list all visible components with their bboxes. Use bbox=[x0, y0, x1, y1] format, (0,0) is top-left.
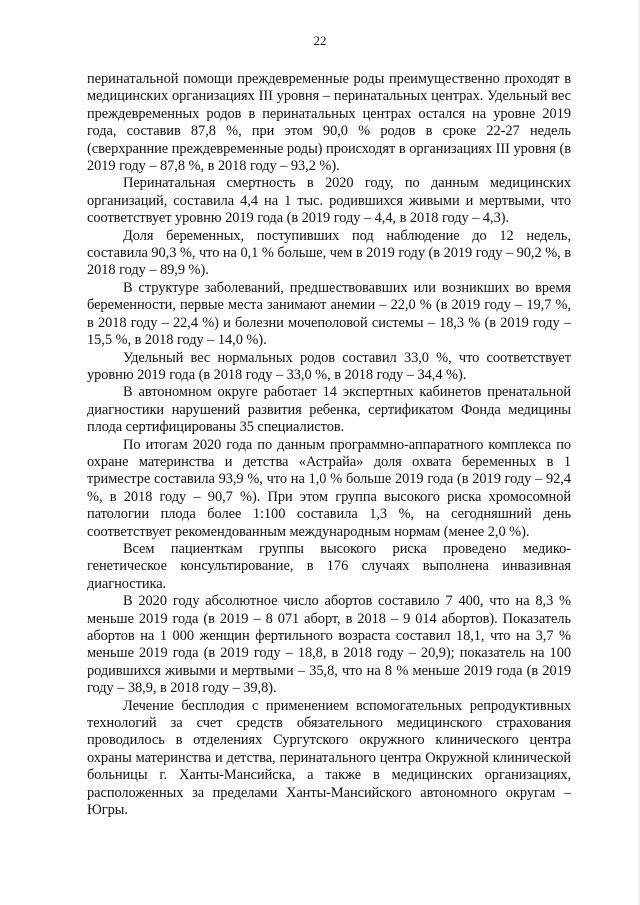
paragraph-early-registration: Доля беременных, поступивших под наблюдение до 12 недель, составила 90,3 %, что на 0,1 % больше, чем в 2019 году (в 2019 году – 90,2 %, в 2018 году – 89,9 %). bbox=[87, 227, 571, 279]
paragraph-infertility-treatment: Лечение бесплодия с применением вспомогательных репродуктивных технологий за счет средств обязательного медицинского страхования проводилось в отделениях Сургутского окружного клинического центра охраны материнства и детства, перинатального центра Окружной клинической больницы г. Ханты-Мансийска, а также в медицинских организациях, расположенных за пределами Ханты-Мансийского автономного округам – Югры. bbox=[87, 697, 571, 819]
paragraph-pregnancy-diseases: В структуре заболеваний, предшествовавших или возникших во время беременности, первые места занимают анемии – 22,0 % (в 2019 году – 19,7 %, в 2018 году – 22,4 %) и болезни мочеполовой системы – 18,3 % (в 2019 году – 15,5 %, в 2018 году – 14,0 %). bbox=[87, 279, 571, 349]
paragraph-abortions: В 2020 году абсолютное число абортов составило 7 400, что на 8,3 % меньше 2019 года (в 2019 – 8 071 аборт, в 2018 – 9 014 абортов). Показатель абортов на 1 000 женщин фертильного возраста составил 18,1, что на 3,7 % меньше 2019 года (в 2019 году – 18,8, в 2018 году – 20,9); показатель на 100 родившихся живыми и мертвыми – 35,8, что на 8 % меньше 2019 года (в 2019 году – 38,9, в 2018 году – 39,8). bbox=[87, 593, 571, 697]
paragraph-perinatal-centers: перинатальной помощи преждевременные роды преимущественно проходят в медицинских организациях III уровня – перинатальных центрах. Удельный вес преждевременных родов в перинатальных центрах остался на уровне 2019 года, составив 87,8 %, при этом 90,0 % родов в сроке 22-27 недель (сверхранние преждевременные роды) происходят в организациях III уровня (в 2019 году – 87,8 %, в 2018 году – 93,2 %). bbox=[87, 71, 571, 175]
document-body bbox=[87, 71, 571, 819]
paragraph-prenatal-diagnostics: В автономном округе работает 14 экспертных кабинетов пренатальной диагностики нарушений развития ребенка, сертификатом Фонда медицины плода сертифицированы 35 специалистов. bbox=[87, 384, 571, 436]
page-number: 22 bbox=[313, 33, 327, 48]
paragraph-genetic-counseling: Всем пациенткам группы высокого риска проведено медико-генетическое консультирование, в 176 случаях выполнена инвазивная диагностика. bbox=[87, 540, 571, 592]
paragraph-normal-births: Удельный вес нормальных родов составил 33,0 %, что соответствует уровню 2019 года (в 2018 году – 33,0 %, в 2018 году – 34,4 %). bbox=[87, 349, 571, 383]
paragraph-perinatal-mortality: Перинатальная смертность в 2020 году, по данным медицинских организаций, составила 4,4 на 1 тыс. родившихся живыми и мертвыми, что соответствует уровню 2019 года (в 2019 году – 4,4, в 2018 году – 4,3). bbox=[87, 175, 571, 227]
paragraph-astraia-screening: По итогам 2020 года по данным программно-аппаратного комплекса по охране материнства и детства «Астрайа» доля охвата беременных в 1 триместре составила 93,9 %, что на 1,0 % больше 2019 года (в 2019 году – 92,4 %, в 2018 году – 90,7 %). При этом группа высокого риска хромосомной патологии плода более 1:100 составила 1,3 %, на сегодняшний день соответствует рекомендованным международным нормам (менее 2,0 %). bbox=[87, 436, 571, 540]
